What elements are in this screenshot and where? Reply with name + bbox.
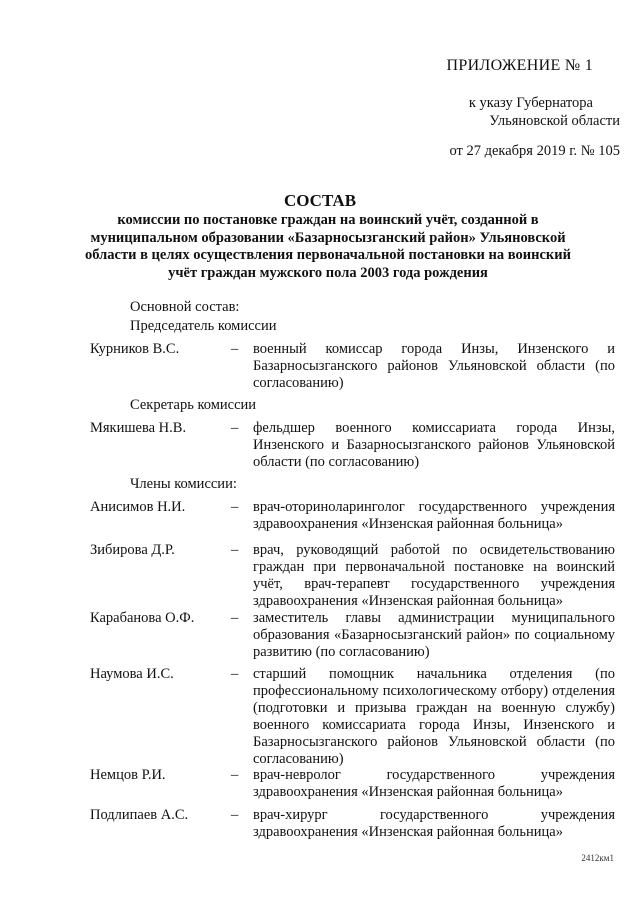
decree-line-2: Ульяновской области — [489, 113, 620, 129]
member-role: врач-оториноларинголог государственного учреждения здравоохранения «Инзенская районная больница» — [253, 499, 615, 532]
member-role: врач-хирург государственного учреждения здравоохранения «Инзенская районная больница» — [253, 807, 615, 840]
member-dash: – — [231, 341, 239, 357]
member-name: Немцов Р.И. — [90, 767, 166, 783]
member-name: Курников В.С. — [90, 341, 180, 357]
member-dash: – — [231, 610, 239, 626]
member-dash: – — [231, 420, 239, 436]
member-name: Мякишева Н.В. — [90, 420, 187, 436]
member-role: военный комиссар города Инзы, Инзенского и Базарносызганского районов Ульяновской области (по согласованию) — [253, 341, 615, 391]
member-role: заместитель главы администрации муниципального образования «Базарносызганский район» по социальному развитию (по согласованию) — [253, 610, 615, 660]
member-dash: – — [231, 542, 239, 558]
member-dash: – — [231, 666, 239, 682]
member-name: Зибирова Д.Р. — [90, 542, 175, 558]
member-dash: – — [231, 499, 239, 515]
member-name: Наумова И.С. — [90, 666, 174, 682]
member-role: врач, руководящий работой по освидетельствованию граждан при первоначальной постановке на воинский учёт, врач-терапевт государственного учреждения здравоохранения «Инзенская районная больница» — [253, 542, 615, 609]
section-main-composition: Основной состав: — [130, 299, 240, 315]
document-title: СОСТАВ — [283, 191, 357, 210]
member-name: Анисимов Н.И. — [90, 499, 186, 515]
member-role: старший помощник начальника отделения (по профессиональному психологическому отбору) отделения (подготовки и призыва граждан на военную службу) военного комиссариата города Инзы, Инзенского и Базарносызганского районов Ульяновской области (по согласованию) — [253, 666, 615, 767]
section-chairman-heading: Председатель комиссии — [130, 318, 277, 334]
decree-reference — [449, 94, 620, 160]
member-name: Карабанова О.Ф. — [90, 610, 195, 626]
member-dash: – — [231, 767, 239, 783]
document-subtitle: комиссии по постановке граждан на воинский учёт, созданной в муниципальном образовании «Базарносызганский район» Ульяновской области в целях осуществления первоначальной постановки на воинский учёт граждан мужского пола 2003 года рождения — [85, 212, 571, 281]
member-dash: – — [231, 807, 239, 823]
section-members-heading: Члены комиссии: — [130, 476, 237, 492]
decree-date: от 27 декабря 2019 г. № 105 — [449, 143, 620, 159]
section-secretary-heading: Секретарь комиссии — [130, 397, 257, 413]
footer-document-code: 2412км1 — [581, 853, 614, 863]
annex-number: ПРИЛОЖЕНИЕ № 1 — [446, 57, 593, 74]
member-role: врач-невролог государственного учреждения здравоохранения «Инзенская районная больница» — [253, 767, 615, 800]
member-role: фельдшер военного комиссариата города Инзы, Инзенского и Базарносызганского районов Ульяновской области (по согласованию) — [253, 420, 615, 470]
decree-line-1: к указу Губернатора — [468, 95, 593, 111]
member-name: Подлипаев А.С. — [90, 807, 189, 823]
